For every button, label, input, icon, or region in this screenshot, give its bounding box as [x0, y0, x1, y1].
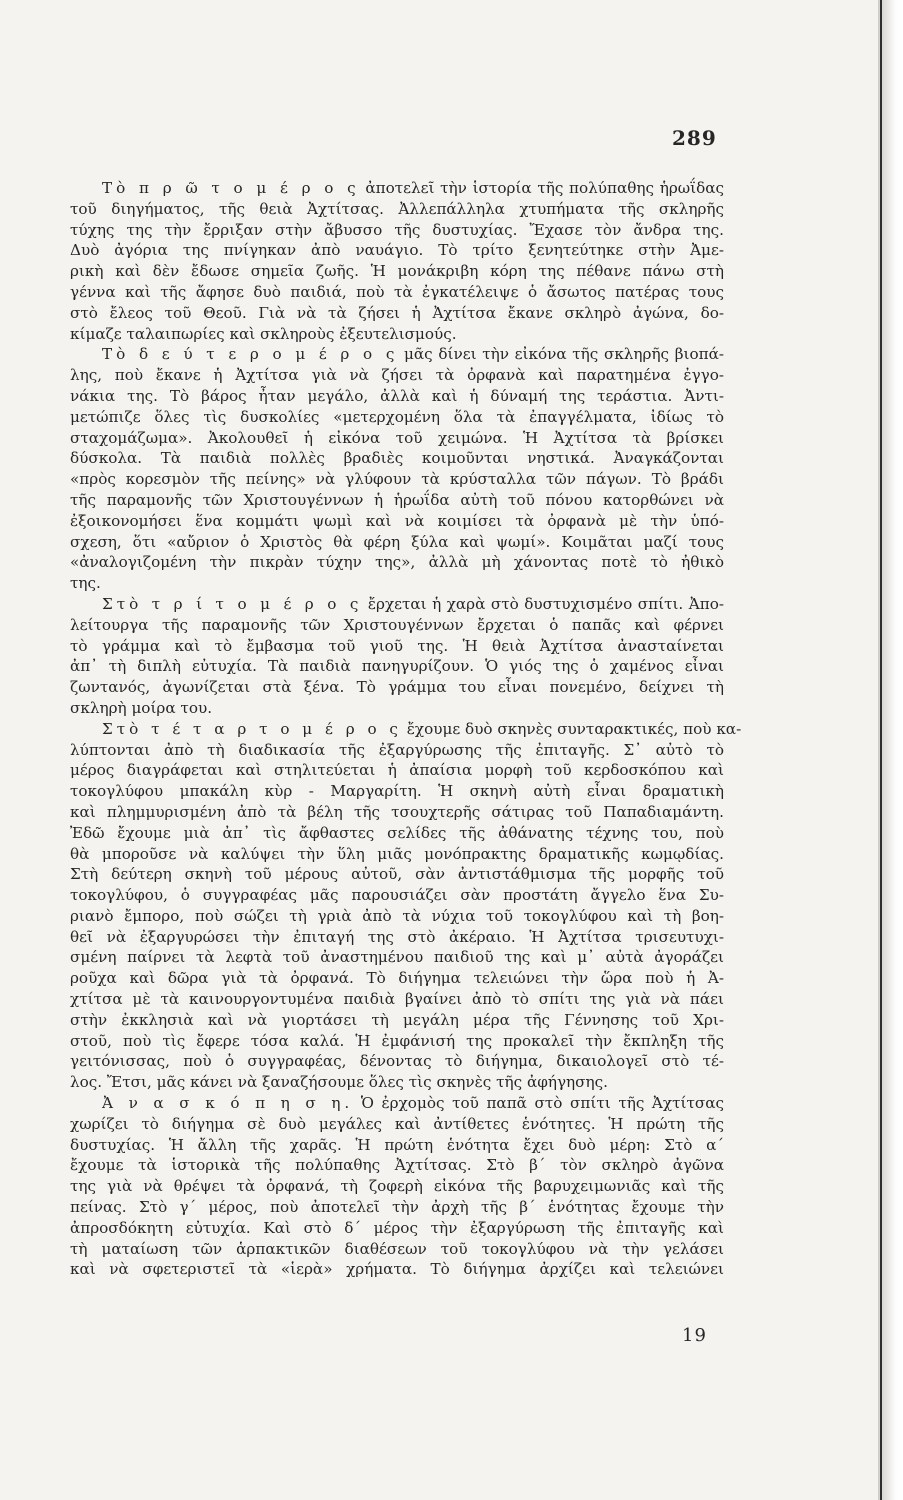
- section-heading-inline: Ἀ ν α σ κ ό π η σ η.: [102, 1094, 354, 1113]
- text-line: [70, 656, 724, 677]
- line-text: ἔχουμε τὰ ἱστορικὰ τῆς πολύπαθης Ἀχτίτσας. Στὸ β´ τὸν σκληρὸ ἀγῶνα: [70, 1156, 724, 1175]
- text-line: [70, 552, 724, 573]
- text-line: [70, 781, 724, 802]
- text-line: [70, 1197, 724, 1218]
- text-line: [70, 407, 724, 428]
- line-text: ροῦχα καὶ δῶρα γιὰ τὰ ὀρφανά. Τὸ διήγημα τελειώνει τὴν ὥρα ποὺ ἡ Ἀ-: [70, 969, 724, 988]
- text-line: [70, 199, 724, 220]
- signature-number: 19: [682, 1325, 707, 1346]
- text-line: [70, 344, 724, 365]
- text-line: [70, 282, 724, 303]
- line-text: κίμαζε ταλαιπωρίες καὶ σκληροὺς ἐξευτελισμούς.: [70, 324, 457, 343]
- section-heading-inline: Στὸ τ ρ ί τ ο μ έ ρ ο ς: [102, 594, 363, 613]
- text-line: [70, 448, 724, 469]
- line-text: ἀπ᾽ τὴ διπλὴ εὐτυχία. Τὰ παιδιὰ πανηγυρίζουν. Ὁ γιός της ὁ χαμένος εἶναι: [70, 657, 724, 676]
- text-line: [70, 1259, 724, 1280]
- section-heading-inline: Τὸ π ρ ῶ τ ο μ έ ρ ο ς: [102, 179, 360, 197]
- text-line: [70, 615, 724, 636]
- text-line: [70, 220, 724, 241]
- line-text: Στὴ δεύτερη σκηνὴ τοῦ μέρους αὐτοῦ, σὰν ἀντιστάθμισμα τῆς μορφῆς τοῦ: [70, 865, 724, 884]
- text-line: [70, 968, 724, 989]
- text-line: [70, 864, 724, 885]
- text-line: [70, 802, 724, 823]
- line-text: σχεση, ὅτι «αὔριον ὁ Χριστὸς θὰ φέρη ξύλα καὶ ψωμί». Κοιμᾶται μαζί τους: [70, 532, 724, 551]
- line-text: θὰ μποροῦσε νὰ καλύψει τὴν ὕλη μιᾶς μονόπρακτης δραματικῆς κωμῳδίας.: [70, 844, 724, 863]
- text-line: [70, 511, 724, 532]
- line-text: μετώπιζε ὅλες τὶς δυσκολίες «μετερχομένη ὅλα τὰ ἐπαγγέλματα, ἰδίως τὸ: [70, 407, 724, 426]
- line-text: ριανὸ ἔμπορο, ποὺ σώζει τὴ γριὰ ἀπὸ τὰ νύχια τοῦ τοκογλύφου καὶ τὴ βοη-: [70, 906, 724, 925]
- text-line: [70, 1218, 724, 1239]
- line-text: ἐξοικονομήσει ἕνα κομμάτι ψωμὶ καὶ νὰ κοιμίσει τὰ ὀρφανὰ μὲ τὴν ὑπό-: [70, 511, 724, 530]
- line-text: μέρος διαγράφεται καὶ στηλιτεύεται ἡ ἀπαίσια μορφὴ τοῦ κερδοσκόπου καὶ: [70, 761, 724, 780]
- text-line: [70, 1155, 724, 1176]
- line-text: χτίτσα μὲ τὰ καινουργοντυμένα παιδιὰ βγαίνει ἀπὸ τὸ σπίτι της γιὰ νὰ πάει: [70, 990, 724, 1009]
- section-heading-inline: Τὸ δ ε ύ τ ε ρ ο μ έ ρ ο ς: [102, 345, 399, 364]
- section-heading-inline: Στὸ τ έ τ α ρ τ ο μ έ ρ ο ς: [102, 719, 402, 738]
- line-text: τοῦ διηγήματος, τῆς θειὰ Ἀχτίτσας. Ἀλλεπάλληλα χτυπήματα τῆς σκληρῆς: [70, 199, 724, 218]
- text-line: [70, 386, 724, 407]
- line-text: νάκια της. Τὸ βάρος ἦταν μεγάλο, ἀλλὰ καὶ ἡ δύναμή της τεράστια. Ἀντι-: [70, 386, 724, 405]
- line-text: στὸ ἔλεος τοῦ Θεοῦ. Γιὰ νὰ τὰ ζήσει ἡ Ἀχτίτσα ἔκανε σκληρὸ ἀγώνα, δο-: [70, 303, 724, 322]
- text-line: [70, 698, 724, 719]
- text-line: [70, 1135, 724, 1156]
- line-text: σταχομάζωμα». Ἀκολουθεῖ ἡ εἰκόνα τοῦ χειμώνα. Ἡ Ἀχτίτσα τὰ βρίσκει: [70, 428, 724, 447]
- text-line: [70, 428, 724, 449]
- line-text: «ἀναλογιζομένη τὴν πικρὰν τύχην της», ἀλλὰ μὴ χάνοντας ποτὲ τὸ ἠθικὸ: [70, 553, 724, 572]
- line-text: καὶ πλημμυρισμένη ἀπὸ τὰ βέλη τῆς τσουχτερῆς σάτιρας τοῦ Παπαδιαμάντη.: [70, 802, 724, 821]
- text-line: [70, 947, 724, 968]
- text-line: [70, 303, 724, 324]
- line-text: της.: [70, 574, 101, 593]
- text-line: [70, 989, 724, 1010]
- text-line: [70, 1010, 724, 1031]
- text-line: [70, 677, 724, 698]
- line-text: Δυὸ ἀγόρια της πνίγηκαν ἀπὸ ναυάγιο. Τὸ τρίτο ξενητεύτηκε στὴν Ἀμε-: [70, 241, 724, 260]
- line-text: θεῖ νὰ ἐξαργυρώσει τὴν ἐπιταγή της στὸ ἀκέραιο. Ἡ Ἀχτίτσα τρισευτυχι-: [70, 927, 724, 946]
- line-text: χωρίζει τὸ διήγημα σὲ δυὸ μεγάλες καὶ ἀντίθετες ἑνότητες. Ἡ πρώτη τῆς: [70, 1114, 724, 1133]
- line-text: τὸ γράμμα καὶ τὸ ἔμβασμα τοῦ γιοῦ της. Ἡ θειὰ Ἀχτίτσα ἀνασταίνεται: [70, 636, 724, 655]
- text-line: [70, 469, 724, 490]
- text-line: [70, 1176, 724, 1197]
- text-line: [70, 1051, 724, 1072]
- line-text: «πρὸς κορεσμὸν τῆς πείνης» νὰ γλύφουν τὰ κρύσταλλα τῶν πάγων. Τὸ βράδι: [70, 470, 724, 489]
- page-number: 289: [672, 126, 717, 150]
- line-text: λος. Ἔτσι, μᾶς κάνει νὰ ξαναζήσουμε ὅλες τὶς σκηνὲς τῆς ἀφήγησης.: [70, 1073, 608, 1092]
- line-text: δυστυχίας. Ἡ ἄλλη τῆς χαρᾶς. Ἡ πρώτη ἑνότητα ἔχει δυὸ μέρη: Στὸ α´: [70, 1135, 724, 1154]
- line-text: ζωντανός, ἀγωνίζεται στὰ ξένα. Τὸ γράμμα του εἶναι πονεμένο, δείχνει τὴ: [70, 678, 724, 697]
- line-text: μᾶς δίνει τὴν εἰκόνα τῆς σκληρῆς βιοπά-: [398, 345, 724, 364]
- line-text: λης, ποὺ ἔκανε ἡ Ἀχτίτσα γιὰ νὰ ζήσει τὰ ὀρφανὰ καὶ παρατημένα ἐγγο-: [70, 366, 724, 385]
- text-line: [70, 261, 724, 282]
- line-text: γειτόνισσας, ποὺ ὁ συγγραφέας, δένοντας τὸ διήγημα, δικαιολογεῖ στὸ τέ-: [70, 1052, 724, 1071]
- text-line: [70, 1239, 724, 1260]
- line-text: Ὁ ἐρχομὸς τοῦ παπᾶ στὸ σπίτι τῆς Ἀχτίτσας: [353, 1094, 724, 1113]
- text-line: [70, 1114, 724, 1135]
- line-text: στοῦ, ποὺ τὶς ἔφερε τόσα καλά. Ἡ ἐμφάνισή της προκαλεῖ τὴν ἔκπληξη τῆς: [70, 1031, 724, 1050]
- line-text: τοκογλύφου, ὁ συγγραφέας μᾶς παρουσιάζει σὰν προστάτη ἄγγελο ἕνα Συ-: [70, 886, 724, 905]
- text-line: [70, 573, 724, 594]
- text-line: [70, 178, 724, 199]
- text-line: [70, 594, 724, 615]
- line-text: ἀπροσδόκητη εὐτυχία. Καὶ στὸ δ´ μέρος τὴν ἐξαργύρωση τῆς ἐπιταγῆς καὶ: [70, 1218, 724, 1237]
- text-line: [70, 1031, 724, 1052]
- line-text: τὴ ματαίωση τῶν ἁρπακτικῶν διαθέσεων τοῦ τοκογλύφου νὰ τὴν γελάσει: [70, 1239, 724, 1258]
- line-text: τῆς παραμονῆς τῶν Χριστουγέννων ἡ ἡρωΐδα αὐτὴ τοῦ πόνου κατορθώνει νὰ: [70, 490, 724, 509]
- line-text: σμένη παίρνει τὰ λεφτὰ τοῦ ἀναστημένου παιδιοῦ της καὶ μ᾽ αὐτὰ ἀγοράζει: [70, 948, 724, 967]
- line-text: Ἐδῶ ἔχουμε μιὰ ἀπ᾽ τὶς ἄφθαστες σελίδες τῆς ἀθάνατης τέχνης του, ποὺ: [70, 823, 724, 842]
- line-text: λείτουργα τῆς παραμονῆς τῶν Χριστουγέννων ἔρχεται ὁ παπᾶς καὶ φέρνει: [70, 615, 724, 634]
- line-text: τύχης της τὴν ἔρριξαν στὴν ἄβυσσο τῆς δυστυχίας. Ἔχασε τὸν ἄνδρα της.: [70, 220, 724, 239]
- line-text: καὶ νὰ σφετεριστεῖ τὰ «ἱερὰ» χρήματα. Τὸ διήγημα ἀρχίζει καὶ τελειώνει: [70, 1260, 724, 1279]
- line-text: τοκογλύφου μπακάλη κὺρ - Μαργαρίτη. Ἡ σκηνὴ αὐτὴ εἶναι δραματικὴ: [70, 782, 724, 801]
- text-line: [70, 490, 724, 511]
- text-line: [70, 885, 724, 906]
- line-text: της γιὰ νὰ θρέψει τὰ ὀρφανά, τὴ ζοφερὴ εἰκόνα τῆς βαρυχειμωνιᾶς καὶ τῆς: [70, 1177, 724, 1196]
- text-line: [70, 1072, 724, 1093]
- line-text: στὴν ἐκκλησιὰ καὶ νὰ γιορτάσει τὴ μεγάλη μέρα τῆς Γέννησης τοῦ Χρι-: [70, 1010, 724, 1029]
- line-text: ἔρχεται ἡ χαρὰ στὸ δυστυχισμένο σπίτι. Ἀπο-: [362, 594, 724, 613]
- line-text: δύσκολα. Τὰ παιδιὰ πολλὲς βραδιὲς κοιμοῦνται νηστικά. Ἀναγκάζονται: [70, 449, 724, 468]
- text-line: [70, 823, 724, 844]
- line-text: πείνας. Στὸ γ´ μέρος, ποὺ ἀποτελεῖ τὴν ἀρχὴ τῆς β´ ἑνότητας ἔχουμε τὴν: [70, 1198, 724, 1217]
- text-line: [70, 719, 742, 740]
- text-line: [70, 324, 724, 345]
- line-text: ἀποτελεῖ τὴν ἱστορία τῆς πολύπαθης ἡρωΐδας: [359, 179, 724, 197]
- line-text: γέννα καὶ τῆς ἄφησε δυὸ παιδιά, ποὺ τὰ ἐγκατέλειψε ὁ ἄσωτος πατέρας τους: [70, 282, 724, 301]
- text-line: [70, 906, 724, 927]
- text-line: [70, 740, 724, 761]
- text-line: [70, 636, 724, 657]
- text-line: [70, 532, 724, 553]
- page-edge-line: [880, 0, 882, 1500]
- line-text: λύπτονται ἀπὸ τὴ διαδικασία τῆς ἐξαργύρωσης τῆς ἐπιταγῆς. Σ᾽ αὐτὸ τὸ: [70, 740, 724, 759]
- text-line: [70, 927, 724, 948]
- text-line: [70, 1093, 724, 1114]
- line-text: σκληρὴ μοίρα του.: [70, 698, 213, 717]
- text-line: [70, 240, 724, 261]
- text-line: [70, 760, 724, 781]
- text-line: [70, 365, 724, 386]
- line-text: ρικὴ καὶ δὲν ἔδωσε σημεῖα ζωῆς. Ἡ μονάκριβη κόρη της πέθανε πάνω στὴ: [70, 262, 724, 281]
- body-text: [70, 178, 742, 1280]
- line-text: ἔχουμε δυὸ σκηνὲς συνταρακτικές, ποὺ κα-: [401, 719, 742, 738]
- text-line: [70, 844, 724, 865]
